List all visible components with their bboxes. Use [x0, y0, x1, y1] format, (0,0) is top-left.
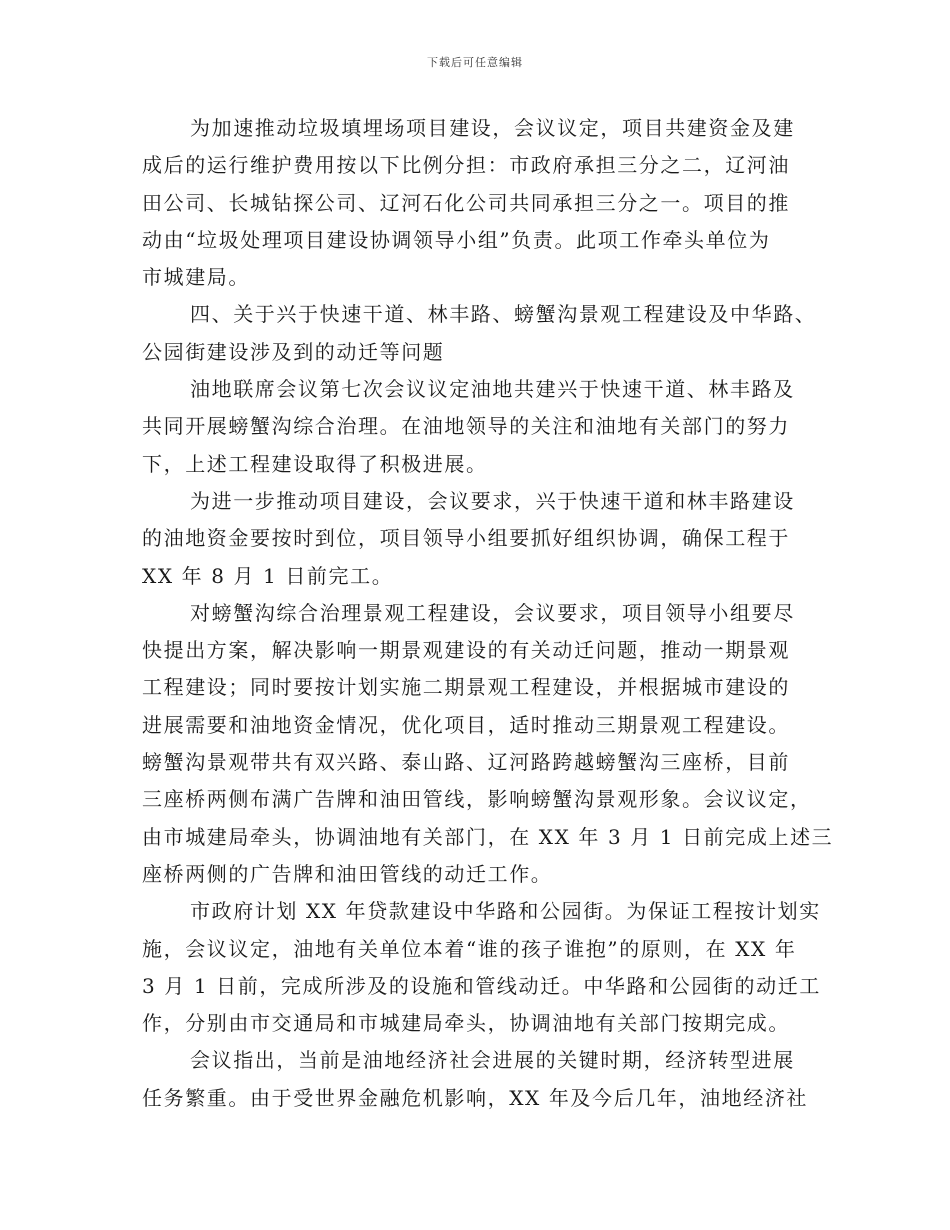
- text-line: 为进一步推动项目建设，会议要求，兴于快速干道和林丰路建设: [190, 488, 795, 513]
- text-line: 快提出方案，解决影响一期景观建设的有关动迁问题，推动一期景观: [142, 638, 790, 663]
- text-line: 工程建设；同时要按计划实施二期景观工程建设，并根据城市建设的: [142, 675, 790, 700]
- document-body: [142, 110, 834, 1117]
- text-line: 施，会议议定，油地有关单位本着“谁的孩子谁抱”的原则，在 XX 年: [142, 936, 797, 961]
- text-line: 作，分别由市交通局和市城建局牵头，协调油地有关部门按期完成。: [142, 1011, 790, 1036]
- text-line: 的油地资金要按时到位，项目领导小组要抓好组织协调，确保工程于: [142, 526, 790, 551]
- text-line: 三座桥两侧布满广告牌和油田管线，影响螃蟹沟景观形象。会议议定，: [142, 787, 812, 812]
- text-line: 市政府计划 XX 年贷款建设中华路和公园街。为保证工程按计划实: [190, 899, 821, 924]
- text-line: 成后的运行维护费用按以下比例分担：市政府承担三分之二，辽河油: [142, 153, 790, 178]
- text-line: XX 年 8 月 1 日前完工。: [142, 563, 394, 588]
- page-header-note: 下载后可任意编辑: [427, 56, 523, 69]
- text-line: 市城建局。: [142, 265, 250, 290]
- text-line: 公园街建设涉及到的动迁等问题: [142, 339, 445, 364]
- text-line: 油地联席会议第七次会议议定油地共建兴于快速干道、林丰路及: [190, 377, 795, 402]
- text-line: 为加速推动垃圾填埋场项目建设，会议议定，项目共建资金及建: [190, 116, 795, 140]
- text-line: 3 月 1 日前，完成所涉及的设施和管线动迁。中华路和公园街的动迁工: [142, 973, 821, 998]
- text-line: 会议指出，当前是油地经济社会进展的关键时期，经济转型进展: [190, 1048, 795, 1073]
- text-line: 任务繁重。由于受世界金融危机影响，XX 年及今后几年，油地经济社: [142, 1085, 809, 1110]
- text-line: 四、关于兴于快速干道、林丰路、螃蟹沟景观工程建设及中华路、: [190, 302, 817, 327]
- text-line: 田公司、长城钻探公司、辽河石化公司共同承担三分之一。项目的推: [142, 190, 790, 215]
- text-line: 进展需要和油地资金情况，优化项目，适时推动三期景观工程建设。: [142, 712, 790, 737]
- text-line: 螃蟹沟景观带共有双兴路、泰山路、辽河路跨越螃蟹沟三座桥，目前: [142, 750, 790, 775]
- text-line: 由市城建局牵头，协调油地有关部门，在 XX 年 3 月 1 日前完成上述三: [142, 824, 834, 849]
- text-line: 对螃蟹沟综合治理景观工程建设，会议要求，项目领导小组要尽: [190, 600, 795, 625]
- text-line: 动由“垃圾处理项目建设协调领导小组”负责。此项工作牵头单位为: [142, 227, 771, 252]
- text-line: 下，上述工程建设取得了积极进展。: [142, 451, 488, 476]
- text-line: 座桥两侧的广告牌和油田管线的动迁工作。: [142, 861, 553, 886]
- text-line: 共同开展螃蟹沟综合治理。在油地领导的关注和油地有关部门的努力: [142, 414, 790, 439]
